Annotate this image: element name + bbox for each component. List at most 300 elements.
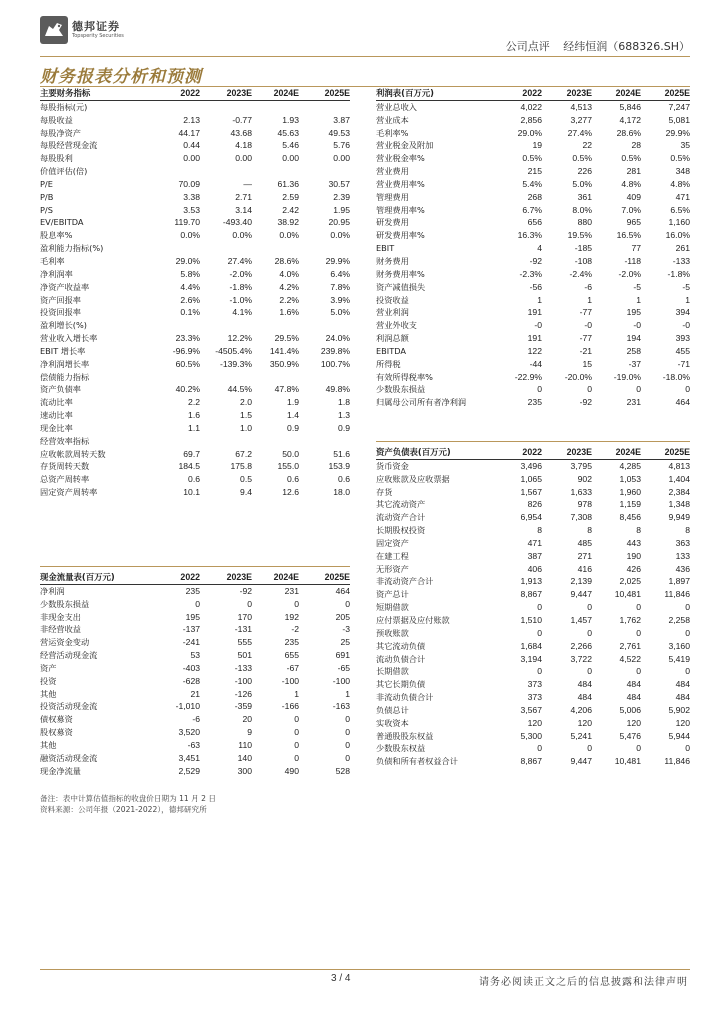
- value-cell: 6.5%: [670, 204, 690, 215]
- value-cell: 153.9: [328, 461, 350, 472]
- value-cell: 1.95: [333, 204, 350, 215]
- row-label-cell: 研发费用: [376, 217, 409, 228]
- row-label-cell: 营业费用率%: [376, 178, 425, 189]
- value-cell: 23.3%: [175, 333, 200, 344]
- value-cell: 8: [537, 525, 542, 536]
- table-title-cell: 主要财务指标: [40, 87, 148, 100]
- table-row: [376, 459, 690, 472]
- header-divider: [40, 56, 690, 57]
- value-cell: 184.5: [178, 461, 200, 472]
- value-cell: 0.0%: [180, 230, 200, 241]
- table-row: [40, 281, 350, 294]
- table-row: [40, 178, 350, 191]
- value-cell: 0.00: [333, 153, 350, 164]
- table-row: [40, 460, 350, 473]
- value-cell: 61.36: [277, 178, 299, 189]
- legal-disclaimer: 请务必阅读正文之后的信息披露和法律声明: [479, 977, 688, 988]
- report-meta: [496, 38, 690, 54]
- value-cell: [148, 435, 200, 448]
- table-row: [376, 601, 690, 614]
- value-cell: 49.8%: [325, 384, 350, 395]
- value-cell: 70.09: [178, 178, 200, 189]
- year-header-cell: 2022: [148, 87, 200, 100]
- value-cell: [299, 165, 350, 178]
- value-cell: 191: [527, 333, 542, 344]
- table-row: [376, 281, 690, 294]
- table-row: [376, 216, 690, 229]
- value-cell: 21: [190, 688, 200, 699]
- value-cell: 60.5%: [175, 358, 200, 369]
- value-cell: 27.4%: [227, 255, 252, 266]
- row-label-cell: 固定资产周转率: [40, 487, 98, 498]
- table-row: [376, 755, 690, 768]
- value-cell: -77: [579, 307, 592, 318]
- note-valuation-date: 备注：表中计算估值指标的收盘价日期为 11 月 2 日: [40, 794, 217, 803]
- value-cell: -19.0%: [613, 371, 641, 382]
- value-cell: 10,481: [614, 756, 641, 767]
- table-row: [40, 216, 350, 229]
- value-cell: [200, 435, 252, 448]
- row-label-cell: EBITDA: [376, 345, 406, 356]
- value-cell: 2,025: [619, 576, 641, 587]
- row-label-cell: 营业利润: [376, 307, 409, 318]
- value-cell: [252, 435, 299, 448]
- table-row: [40, 204, 350, 217]
- value-cell: 0: [345, 598, 350, 609]
- row-label-cell: 每股收益: [40, 114, 73, 125]
- row-label-cell: 资产减值损失: [376, 281, 426, 292]
- row-label-cell: P/E: [40, 178, 53, 189]
- row-label-cell: 股息率%: [40, 230, 73, 241]
- value-cell: 1,960: [619, 486, 641, 497]
- row-label-cell: 现金净流量: [40, 765, 81, 776]
- row-label-cell: 普通股股东权益: [376, 730, 434, 741]
- table-row: [40, 383, 350, 396]
- value-cell: 4,522: [619, 653, 641, 664]
- value-cell: [148, 165, 200, 178]
- value-cell: 528: [335, 765, 350, 776]
- table-row: [40, 332, 350, 345]
- value-cell: 0.00: [183, 153, 200, 164]
- value-cell: 0: [537, 627, 542, 638]
- value-cell: 3.38: [183, 191, 200, 202]
- value-cell: 0: [636, 384, 641, 395]
- value-cell: 0: [685, 666, 690, 677]
- row-label-cell: 短期借款: [376, 602, 409, 613]
- value-cell: -166: [281, 701, 299, 712]
- value-cell: 2,384: [668, 486, 690, 497]
- value-cell: -131: [234, 624, 252, 635]
- table-row: [376, 575, 690, 588]
- value-cell: [200, 100, 252, 113]
- value-cell: 231: [284, 585, 299, 596]
- value-cell: 11,846: [664, 756, 690, 767]
- value-cell: [252, 371, 299, 384]
- key-financial-indicators-table: [40, 87, 350, 499]
- value-cell: 1: [636, 294, 641, 305]
- value-cell: -0: [682, 320, 690, 331]
- year-header-cell: 2023E: [542, 87, 592, 100]
- value-cell: 0: [587, 627, 592, 638]
- value-cell: 5,419: [668, 653, 690, 664]
- row-label-cell: 债权募资: [40, 714, 73, 725]
- value-cell: 47.8%: [274, 384, 299, 395]
- row-label-cell: 每股净资产: [40, 127, 81, 138]
- value-cell: 195: [185, 611, 200, 622]
- value-cell: 1: [294, 688, 299, 699]
- value-cell: 0: [587, 384, 592, 395]
- value-cell: 40.2%: [175, 384, 200, 395]
- value-cell: 49.53: [328, 127, 350, 138]
- value-cell: 0.9: [287, 422, 299, 433]
- value-cell: 6.4%: [330, 268, 350, 279]
- value-cell: 9: [247, 727, 252, 738]
- value-cell: -137: [182, 624, 200, 635]
- row-label-cell: 长期借款: [376, 666, 409, 677]
- value-cell: -139.3%: [219, 358, 252, 369]
- table-row: [40, 752, 350, 765]
- value-cell: 0.0%: [279, 230, 299, 241]
- value-cell: 8: [587, 525, 592, 536]
- value-cell: 235: [284, 637, 299, 648]
- value-cell: 1.0: [240, 422, 252, 433]
- value-cell: 485: [577, 537, 592, 548]
- value-cell: 394: [675, 307, 690, 318]
- value-cell: 0.0%: [232, 230, 252, 241]
- table-row: [40, 713, 350, 726]
- value-cell: 8,456: [619, 512, 641, 523]
- value-cell: -2.0%: [229, 268, 252, 279]
- value-cell: -63: [187, 739, 200, 750]
- value-cell: 3.9%: [330, 294, 350, 305]
- value-cell: 3.87: [333, 114, 350, 125]
- table-row: [40, 739, 350, 752]
- row-label-cell: 财务费用率%: [376, 268, 425, 279]
- value-cell: 1.93: [282, 114, 299, 125]
- value-cell: 1: [685, 294, 690, 305]
- value-cell: [252, 165, 299, 178]
- table-row: [40, 473, 350, 486]
- table-row: [40, 448, 350, 461]
- value-cell: 0.6: [287, 474, 299, 485]
- row-label-cell: 每股股利: [40, 153, 73, 164]
- row-label-cell: 非经营收益: [40, 624, 81, 635]
- value-cell: 4,285: [619, 460, 641, 471]
- value-cell: 4,513: [570, 101, 592, 112]
- table-row: [376, 486, 690, 499]
- value-cell: -1.8%: [667, 268, 690, 279]
- table-row: [376, 255, 690, 268]
- value-cell: -5: [633, 281, 641, 292]
- value-cell: 555: [237, 637, 252, 648]
- row-label-cell: 速动比率: [40, 410, 73, 421]
- value-cell: 29.9%: [665, 127, 690, 138]
- logo-english-name: Topsperity Securities: [72, 33, 124, 39]
- value-cell: 4.2%: [279, 281, 299, 292]
- value-cell: -100: [332, 675, 350, 686]
- value-cell: [299, 100, 350, 113]
- value-cell: -0: [633, 320, 641, 331]
- value-cell: 0: [537, 666, 542, 677]
- value-cell: 1,404: [668, 473, 690, 484]
- table-row: [376, 178, 690, 191]
- value-cell: 77: [631, 243, 641, 254]
- value-cell: 16.0%: [665, 230, 690, 241]
- value-cell: 436: [675, 563, 690, 574]
- value-cell: 7.8%: [330, 281, 350, 292]
- row-label-cell: 资产总计: [376, 589, 409, 600]
- table-row: [376, 730, 690, 743]
- table-row: [40, 636, 350, 649]
- row-label-cell: 研发费用率%: [376, 230, 425, 241]
- value-cell: 5,241: [570, 730, 592, 741]
- row-label-cell: 毛利率%: [376, 127, 409, 138]
- value-cell: [200, 165, 252, 178]
- value-cell: 484: [626, 679, 641, 690]
- value-cell: 0: [685, 743, 690, 754]
- value-cell: 194: [626, 333, 641, 344]
- company-logo: [40, 16, 124, 44]
- row-label-cell: EBIT 增长率: [40, 345, 86, 356]
- value-cell: 2,856: [520, 114, 542, 125]
- balance-sheet-table: [376, 446, 690, 768]
- value-cell: 3,451: [178, 752, 200, 763]
- value-cell: -133: [672, 255, 690, 266]
- row-label-cell: 投资活动现金流: [40, 701, 98, 712]
- value-cell: 5.0%: [572, 178, 592, 189]
- value-cell: -6: [192, 714, 200, 725]
- value-cell: 1,160: [668, 217, 690, 228]
- value-cell: 8.0%: [572, 204, 592, 215]
- value-cell: 22: [582, 140, 592, 151]
- value-cell: 5,300: [520, 730, 542, 741]
- value-cell: 0: [537, 743, 542, 754]
- row-label-cell: 应收账款及应收票据: [376, 473, 450, 484]
- row-label-cell: 流动负债合计: [376, 653, 426, 664]
- value-cell: 258: [626, 345, 641, 356]
- value-cell: 0: [345, 739, 350, 750]
- value-cell: 4.8%: [621, 178, 641, 189]
- value-cell: 1: [587, 294, 592, 305]
- value-cell: 5.0%: [330, 307, 350, 318]
- page-title: 财务报表分析和预测: [40, 67, 202, 87]
- value-cell: 4: [537, 243, 542, 254]
- year-header-cell: 2023E: [542, 446, 592, 459]
- value-cell: 0: [636, 602, 641, 613]
- table-row: [40, 598, 350, 611]
- value-cell: 29.5%: [274, 333, 299, 344]
- value-cell: 43.68: [230, 127, 252, 138]
- year-header-cell: 2024E: [252, 87, 299, 100]
- table-row: [40, 100, 350, 113]
- row-label-cell: 其他: [40, 688, 57, 699]
- value-cell: 12.6: [282, 487, 299, 498]
- row-label-cell: 营业成本: [376, 114, 409, 125]
- value-cell: 10,481: [614, 589, 641, 600]
- row-label-cell: 存货: [376, 486, 393, 497]
- value-cell: 455: [675, 345, 690, 356]
- value-cell: [148, 100, 200, 113]
- value-cell: 0: [195, 598, 200, 609]
- value-cell: -65: [337, 662, 350, 673]
- value-cell: 1,510: [520, 614, 542, 625]
- value-cell: 0: [636, 627, 641, 638]
- table-row: [40, 371, 350, 384]
- value-cell: 122: [527, 345, 542, 356]
- bull-logo-icon: [40, 16, 68, 44]
- table-row: [40, 649, 350, 662]
- value-cell: 25: [340, 637, 350, 648]
- page-header: [40, 14, 690, 56]
- value-cell: 1,633: [570, 486, 592, 497]
- table-row: [376, 139, 690, 152]
- value-cell: 464: [335, 585, 350, 596]
- row-label-cell: 非现金支出: [40, 611, 81, 622]
- value-cell: -403: [182, 662, 200, 673]
- value-cell: -2.0%: [618, 268, 641, 279]
- row-label-cell: 其他: [40, 739, 57, 750]
- row-label-cell: 盈利增长(%): [40, 320, 87, 331]
- section-divider: [376, 441, 690, 442]
- value-cell: 655: [284, 650, 299, 661]
- value-cell: 0.5: [240, 474, 252, 485]
- value-cell: 30.57: [328, 178, 350, 189]
- value-cell: 2.13: [183, 114, 200, 125]
- value-cell: [148, 242, 200, 255]
- value-cell: 0: [685, 627, 690, 638]
- year-header-cell: 2022: [496, 446, 542, 459]
- value-cell: 3.14: [235, 204, 252, 215]
- value-cell: 0.5%: [522, 153, 542, 164]
- value-cell: 1: [345, 688, 350, 699]
- value-cell: 1.8: [338, 397, 350, 408]
- value-cell: 191: [527, 307, 542, 318]
- value-cell: 170: [237, 611, 252, 622]
- report-type: 公司点评: [505, 40, 550, 53]
- value-cell: 484: [675, 679, 690, 690]
- value-cell: -0.77: [232, 114, 252, 125]
- value-cell: 268: [527, 191, 542, 202]
- row-label-cell: 资产回报率: [40, 294, 81, 305]
- row-label-cell: 负债和所有者权益合计: [376, 756, 458, 767]
- table-row: [40, 765, 350, 778]
- year-header-cell: 2022: [496, 87, 542, 100]
- value-cell: 239.8%: [320, 345, 350, 356]
- row-label-cell: 长期股权投资: [376, 525, 426, 536]
- value-cell: -92: [239, 585, 252, 596]
- value-cell: 69.7: [183, 448, 200, 459]
- row-label-cell: 经营活动现金流: [40, 650, 98, 661]
- value-cell: 19: [532, 140, 542, 151]
- table-header-row: [40, 87, 350, 100]
- section-divider: [40, 566, 350, 567]
- value-cell: 10.1: [183, 487, 200, 498]
- value-cell: 235: [185, 585, 200, 596]
- value-cell: -359: [234, 701, 252, 712]
- value-cell: [200, 371, 252, 384]
- row-label-cell: 偿债能力指标: [40, 371, 90, 382]
- value-cell: 826: [527, 499, 542, 510]
- table-row: [40, 306, 350, 319]
- value-cell: 0: [294, 598, 299, 609]
- table-header-row: [376, 87, 690, 100]
- row-label-cell: 财务费用: [376, 255, 409, 266]
- row-label-cell: 营业费用: [376, 166, 409, 177]
- value-cell: 0: [294, 752, 299, 763]
- row-label-cell: 资产负债率: [40, 384, 81, 395]
- value-cell: 67.2: [235, 448, 252, 459]
- value-cell: 261: [675, 243, 690, 254]
- value-cell: 1,159: [619, 499, 641, 510]
- value-cell: -67: [286, 662, 299, 673]
- value-cell: 300: [237, 765, 252, 776]
- value-cell: 0.6: [338, 474, 350, 485]
- value-cell: -21: [579, 345, 592, 356]
- value-cell: 0.00: [235, 153, 252, 164]
- row-label-cell: 净利润: [40, 585, 65, 596]
- row-label-cell: 少数股东权益: [376, 743, 426, 754]
- value-cell: 1,567: [520, 486, 542, 497]
- row-label-cell: 非流动资产合计: [376, 576, 434, 587]
- value-cell: 0.6: [188, 474, 200, 485]
- value-cell: -77: [579, 333, 592, 344]
- value-cell: 140: [237, 752, 252, 763]
- value-cell: -92: [579, 397, 592, 408]
- value-cell: 656: [527, 217, 542, 228]
- value-cell: [299, 371, 350, 384]
- table-row: [40, 486, 350, 499]
- table-row: [40, 422, 350, 435]
- table-row: [40, 139, 350, 152]
- row-label-cell: 应付票据及应付账款: [376, 614, 450, 625]
- value-cell: 28: [631, 140, 641, 151]
- value-cell: 490: [284, 765, 299, 776]
- value-cell: 29.0%: [175, 255, 200, 266]
- value-cell: 0: [345, 752, 350, 763]
- year-header-cell: 2025E: [299, 571, 350, 584]
- value-cell: -20.0%: [564, 371, 592, 382]
- value-cell: 4,022: [520, 101, 542, 112]
- table-row: [40, 409, 350, 422]
- value-cell: 363: [675, 537, 690, 548]
- logo-chinese-name: 德邦证券: [72, 20, 120, 33]
- table-row: [40, 675, 350, 688]
- value-cell: 0: [345, 727, 350, 738]
- value-cell: -2.3%: [519, 268, 542, 279]
- value-cell: 120: [527, 717, 542, 728]
- value-cell: 0.5%: [572, 153, 592, 164]
- value-cell: 1.6%: [279, 307, 299, 318]
- value-cell: 133: [675, 550, 690, 561]
- value-cell: 416: [577, 563, 592, 574]
- value-cell: 35: [680, 140, 690, 151]
- value-cell: 5,944: [668, 730, 690, 741]
- value-cell: 18.0: [333, 487, 350, 498]
- table-row: [376, 524, 690, 537]
- table-row: [376, 204, 690, 217]
- value-cell: 0: [537, 602, 542, 613]
- table-row: [40, 662, 350, 675]
- value-cell: 7.0%: [621, 204, 641, 215]
- row-label-cell: 营业总收入: [376, 101, 417, 112]
- value-cell: [200, 242, 252, 255]
- value-cell: -133: [234, 662, 252, 673]
- value-cell: 4.18: [235, 140, 252, 151]
- value-cell: 373: [527, 692, 542, 703]
- year-header-cell: 2023E: [200, 571, 252, 584]
- footer-divider: [40, 969, 690, 970]
- table-row: [376, 563, 690, 576]
